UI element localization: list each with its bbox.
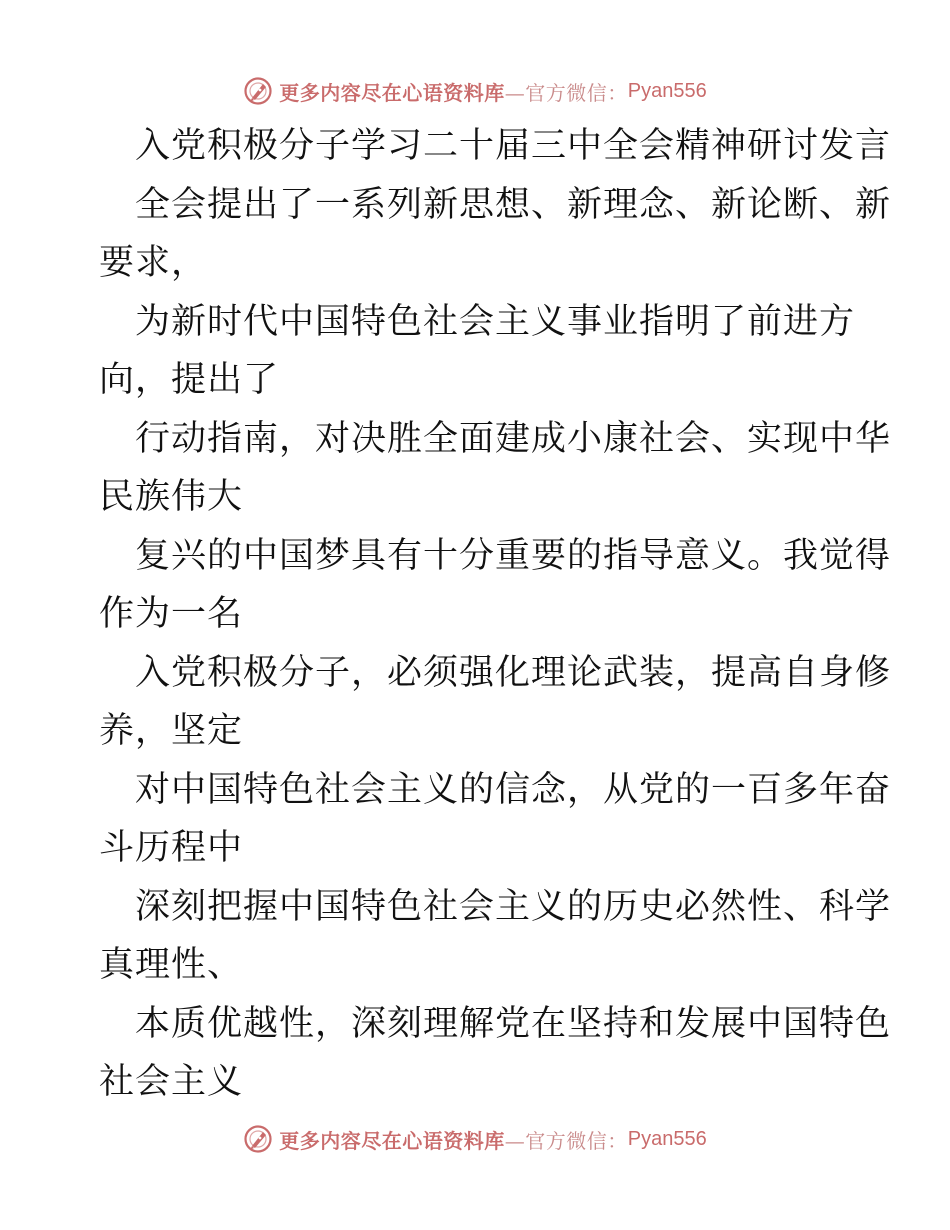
watermark-footer [0,1122,950,1156]
watermark-sub-text: —官方微信： [504,80,628,105]
watermark-wechat-id: Pyan556 [627,1127,707,1150]
text-line: 作为一名 [99,594,244,634]
text-line: 对中国特色社会主义的信念，从党的一百多年奋 [135,769,892,810]
text-line: 为新时代中国特色社会主义事业指明了前进方 [135,301,856,342]
text-line: 民族伟大 [99,477,244,517]
document-body [99,117,892,1112]
text-line: 复兴的中国梦具有十分重要的指导意义。我觉得 [135,535,892,576]
pen-nib-logo-icon [243,1124,273,1154]
watermark-main-text: 更多内容尽在心语资料库 [279,1128,505,1153]
text-line: 行动指南，对决胜全面建成小康社会、实现中华 [135,418,892,459]
text-line: 真理性、 [99,945,244,985]
watermark-header [0,74,950,108]
watermark-main-text: 更多内容尽在心语资料库 [279,80,505,105]
text-line: 深刻把握中国特色社会主义的历史必然性、科学 [135,886,892,927]
text-line: 向，提出了 [99,360,280,400]
text-line: 社会主义 [99,1062,244,1102]
text-line: 斗历程中 [99,828,244,868]
pen-nib-logo-icon [243,76,273,106]
text-line: 要求， [99,243,208,283]
text-line: 全会提出了一系列新思想、新理念、新论断、新 [135,184,892,225]
watermark-sub-text: —官方微信： [504,1128,628,1153]
watermark-wechat-id: Pyan556 [627,79,707,102]
text-line: 入党积极分子学习二十届三中全会精神研讨发言 [135,126,892,166]
text-line: 本质优越性，深刻理解党在坚持和发展中国特色 [135,1003,892,1044]
text-line: 养，坚定 [99,711,244,751]
text-line: 入党积极分子，必须强化理论武装，提高自身修 [135,652,892,693]
